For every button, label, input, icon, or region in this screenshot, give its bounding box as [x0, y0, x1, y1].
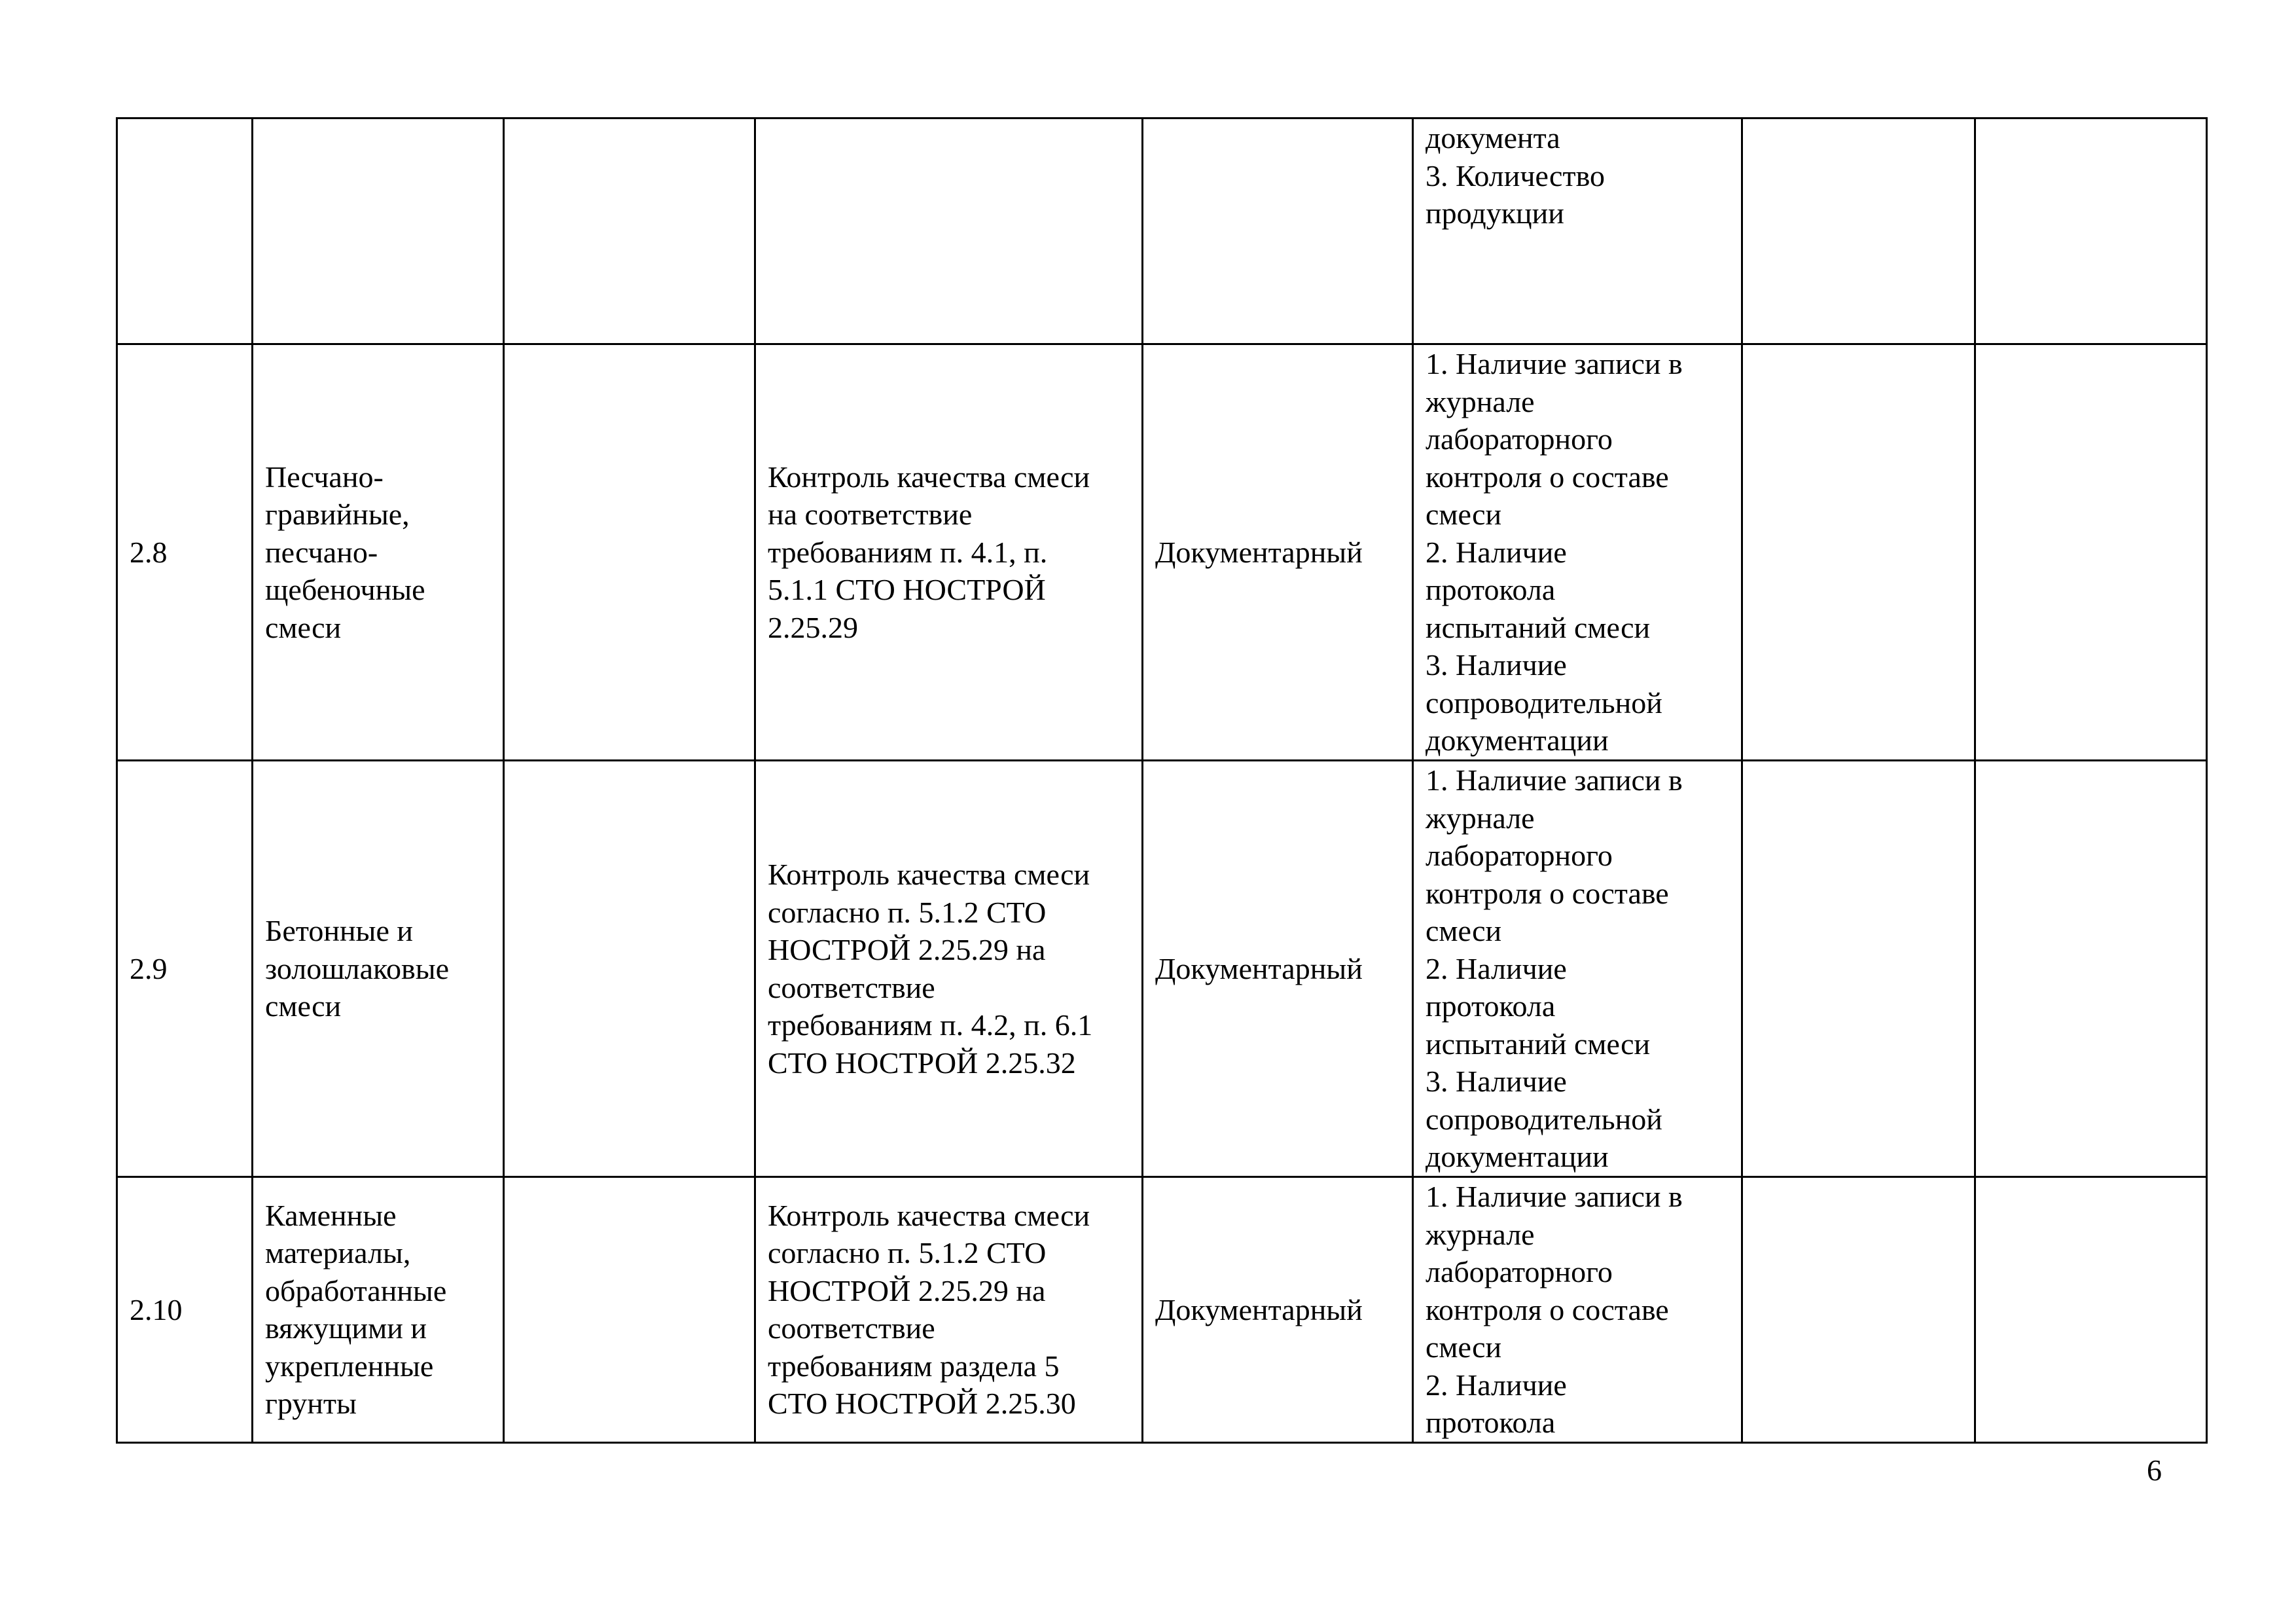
cell-column-8 [1975, 119, 2207, 344]
cell-item-number [117, 119, 253, 344]
cell-column-3 [504, 1177, 755, 1443]
cell-control-description: Контроль качества смеси согласно п. 5.1.2 СТО НОСТРОЙ 2.25.29 на соответствие требованиям п. 4.2, п. 6.1 СТО НОСТРОЙ 2.25.32 [755, 761, 1143, 1177]
cell-item-number: 2.9 [117, 761, 253, 1177]
table-row-2-9 [117, 761, 2207, 1177]
cell-column-8 [1975, 1177, 2207, 1443]
cell-column-8 [1975, 761, 2207, 1177]
cell-item-number: 2.8 [117, 344, 253, 761]
cell-control-description: Контроль качества смеси на соответствие требованиям п. 4.1, п. 5.1.1 СТО НОСТРОЙ 2.25.29 [755, 344, 1143, 761]
page-number: 6 [2147, 1453, 2162, 1487]
cell-control-method [1143, 119, 1413, 344]
cell-column-7 [1742, 1177, 1975, 1443]
cell-column-3 [504, 761, 755, 1177]
cell-item-number: 2.10 [117, 1177, 253, 1443]
cell-control-method: Документарный [1143, 1177, 1413, 1443]
cell-control-method: Документарный [1143, 761, 1413, 1177]
cell-column-7 [1742, 344, 1975, 761]
table-row-2-8 [117, 344, 2207, 761]
cell-criteria: 1. Наличие записи в журнале лабораторного контроля о составе смеси 2. Наличие протокола испытаний смеси 3. Наличие сопроводительной документации [1413, 761, 1742, 1177]
cell-object: Бетонные и золошлаковые смеси [253, 761, 504, 1177]
cell-column-7 [1742, 119, 1975, 344]
cell-object: Каменные материалы, обработанные вяжущими и укрепленные грунты [253, 1177, 504, 1443]
cell-object: Песчано- гравийные, песчано- щебеночные смеси [253, 344, 504, 761]
cell-criteria: документа 3. Количество продукции [1413, 119, 1742, 344]
cell-column-7 [1742, 761, 1975, 1177]
cell-column-8 [1975, 344, 2207, 761]
cell-criteria: 1. Наличие записи в журнале лабораторного контроля о составе смеси 2. Наличие протокола [1413, 1177, 1742, 1443]
cell-control-description [755, 119, 1143, 344]
table-row-2-10 [117, 1177, 2207, 1443]
cell-control-method: Документарный [1143, 344, 1413, 761]
inspection-table [116, 117, 2208, 1444]
cell-control-description: Контроль качества смеси согласно п. 5.1.2 СТО НОСТРОЙ 2.25.29 на соответствие требованиям раздела 5 СТО НОСТРОЙ 2.25.30 [755, 1177, 1143, 1443]
cell-object [253, 119, 504, 344]
cell-criteria: 1. Наличие записи в журнале лабораторного контроля о составе смеси 2. Наличие протокола испытаний смеси 3. Наличие сопроводительной документации [1413, 344, 1742, 761]
cell-column-3 [504, 119, 755, 344]
table-row-continuation [117, 119, 2207, 344]
cell-column-3 [504, 344, 755, 761]
